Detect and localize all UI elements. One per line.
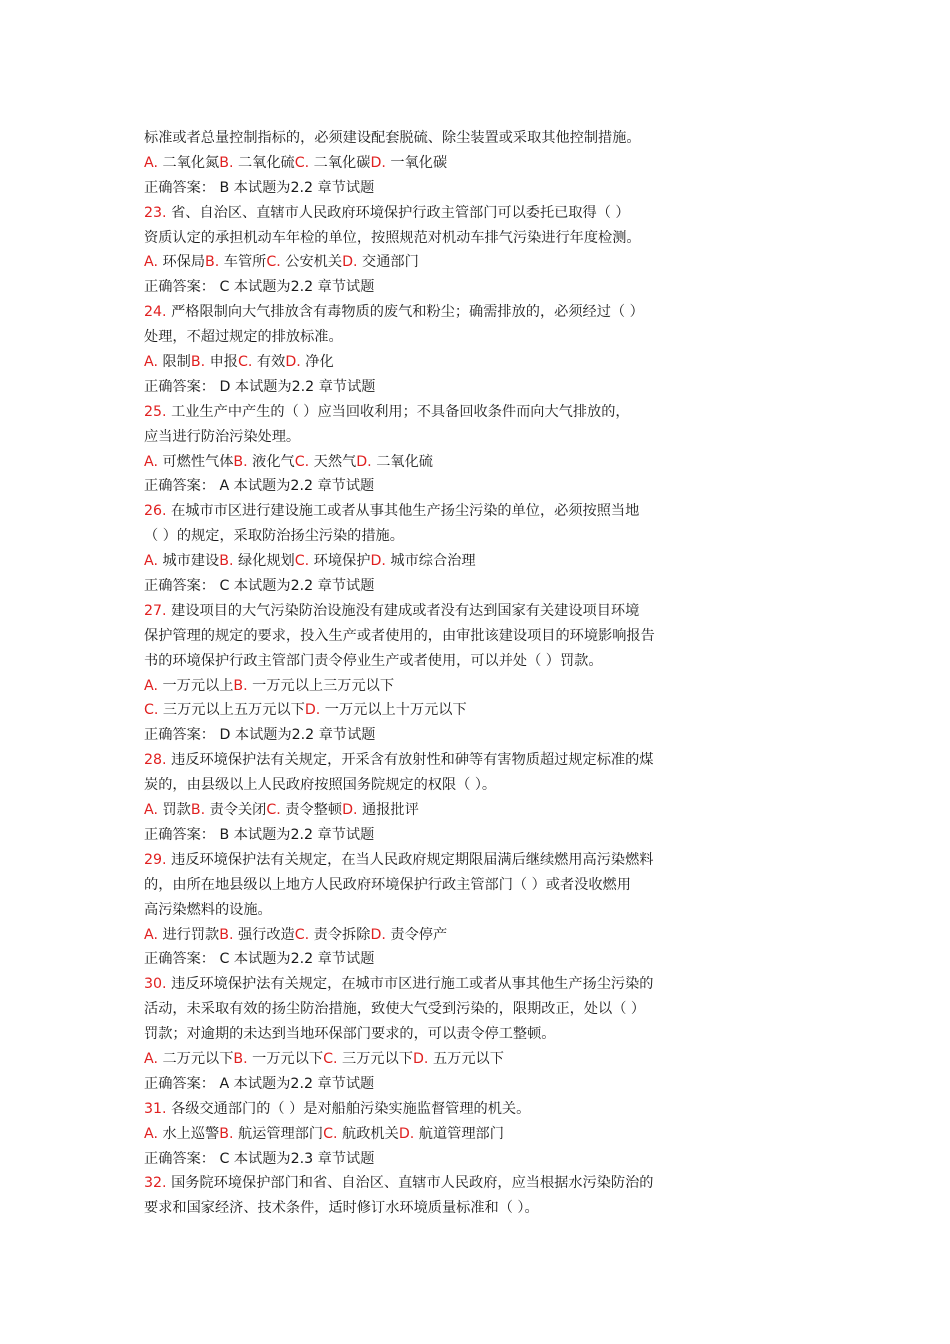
question-text: 各级交通部门的（ ）是对船舶污染实施监督管理的机关。: [166, 1100, 531, 1117]
text-line: 保护管理的规定的要求，投入生产或者使用的，由审批该建设项目的环境影响报告: [144, 627, 655, 644]
option-text: 一万元以上: [157, 677, 234, 694]
option-letter: D.: [398, 1125, 415, 1142]
question-text: 建设项目的大气污染防治设施没有建成或者没有达到国家有关建设项目环境: [166, 602, 640, 619]
option-text: 三万元以上五万元以下: [158, 702, 305, 719]
question-text: 违反环境保护法有关规定，开采含有放射性和砷等有害物质超过规定标准的煤: [166, 752, 654, 769]
option-letter: B.: [219, 553, 234, 570]
option-text: 责令整顿: [280, 802, 343, 819]
question-number: 30.: [144, 976, 167, 993]
option-letter: B.: [233, 1050, 248, 1067]
question-text: 违反环境保护法有关规定，在当人民政府规定期限届满后继续燃用高污染燃料: [166, 851, 654, 868]
option-letter: C.: [238, 354, 253, 371]
option-letter: C.: [323, 1125, 338, 1142]
question-line: [144, 748, 744, 773]
question-line: [144, 848, 744, 873]
text-line: 正确答案： D 本试题为2.2 章节试题: [144, 378, 376, 395]
option-letter: C.: [294, 154, 310, 171]
document-page: [144, 126, 744, 1221]
option-letter: D.: [370, 926, 386, 943]
options-line: [144, 350, 744, 375]
option-letter: C.: [294, 926, 310, 943]
text-line: 正确答案： B 本试题为2.2 章节试题: [144, 179, 375, 196]
options-line: [144, 1047, 744, 1072]
question-number: 29.: [144, 851, 167, 868]
options-line: [144, 450, 744, 475]
option-text: 二氧化硫: [233, 154, 295, 171]
option-text: 一万元以下: [247, 1050, 324, 1067]
option-text: 责令拆除: [309, 926, 371, 943]
option-letter: A.: [144, 802, 158, 819]
option-text: 罚款: [157, 802, 191, 819]
question-line: [144, 201, 744, 226]
option-text: 可燃性气体: [157, 453, 234, 470]
option-text: 城市综合治理: [385, 553, 476, 570]
options-line: [144, 250, 744, 275]
option-text: 环境保护: [309, 553, 371, 570]
option-letter: B.: [219, 1125, 234, 1142]
option-text: 车管所: [219, 254, 267, 271]
option-text: 水上巡警: [157, 1125, 220, 1142]
question-text: 严格限制向大气排放含有毒物质的废气和粉尘；确需排放的，必须经过（ ）: [166, 304, 644, 321]
option-text: 二氧化硫: [371, 453, 433, 470]
option-text: 有效: [252, 354, 286, 371]
text-line: 要求和国家经济、技术条件，适时修订水环境质量标准和（ ）。: [144, 1200, 539, 1217]
option-letter: D.: [370, 553, 386, 570]
text-line: 资质认定的承担机动车年检的单位，按照规范对机动车排气污染进行年度检测。: [144, 229, 641, 246]
question-line: [144, 1171, 744, 1196]
text-line: 处理，不超过规定的排放标准。: [144, 329, 343, 346]
option-letter: D.: [342, 802, 358, 819]
option-text: 强行改造: [233, 926, 295, 943]
options-line: [144, 674, 744, 699]
option-letter: C.: [266, 254, 281, 271]
option-letter: C.: [294, 553, 310, 570]
option-letter: A.: [144, 1050, 158, 1067]
option-letter: D.: [304, 702, 321, 719]
question-text: 省、自治区、直辖市人民政府环境保护行政主管部门可以委托已取得（ ）: [166, 204, 630, 221]
option-text: 城市建设: [157, 553, 220, 570]
option-letter: B.: [205, 254, 220, 271]
question-line: [144, 300, 744, 325]
option-text: 限制: [157, 354, 191, 371]
question-line: [144, 499, 744, 524]
option-text: 液化气: [247, 453, 295, 470]
option-letter: B.: [233, 453, 248, 470]
option-letter: A.: [144, 553, 158, 570]
question-number: 27.: [144, 602, 167, 619]
options-line: [144, 923, 744, 948]
text-line: 罚款；对逾期的未达到当地环保部门要求的，可以责令停工整顿。: [144, 1026, 556, 1043]
question-number: 23.: [144, 204, 167, 221]
option-letter: A.: [144, 354, 158, 371]
text-line: 炭的，由县级以上人民政府按照国务院规定的权限（ ）。: [144, 777, 497, 794]
question-number: 32.: [144, 1175, 167, 1192]
question-text: 国务院环境保护部门和省、自治区、直辖市人民政府，应当根据水污染防治的: [166, 1175, 654, 1192]
option-text: 绿化规划: [233, 553, 295, 570]
options-line: [144, 151, 744, 176]
option-letter: D.: [413, 1050, 429, 1067]
option-letter: B.: [190, 802, 206, 819]
option-text: 二氧化氮: [157, 154, 220, 171]
question-number: 25.: [144, 403, 167, 420]
option-text: 天然气: [309, 453, 357, 470]
option-letter: B.: [233, 677, 248, 694]
option-text: 净化: [300, 354, 334, 371]
text-line: 正确答案： A 本试题为2.2 章节试题: [144, 478, 375, 495]
option-letter: A.: [144, 154, 158, 171]
option-letter: D.: [285, 354, 301, 371]
question-number: 26.: [144, 503, 167, 520]
option-text: 通报批评: [357, 802, 419, 819]
option-letter: D.: [356, 453, 372, 470]
text-line: 标准或者总量控制指标的，必须建设配套脱硫、除尘装置或采取其他控制措施。: [144, 130, 641, 146]
text-line: 书的环境保护行政主管部门责令停业生产或者使用，可以并处（ ）罚款。: [144, 652, 603, 669]
option-letter: C.: [294, 453, 310, 470]
option-text: 三万元以下: [337, 1050, 413, 1067]
option-text: 二氧化碳: [309, 154, 371, 171]
option-letter: C.: [323, 1050, 338, 1067]
question-text: 在城市市区进行建设施工或者从事其他生产扬尘污染的单位，必须按照当地: [166, 503, 640, 520]
question-line: [144, 1097, 744, 1122]
option-letter: D.: [370, 154, 386, 171]
text-line: 的，由所在地县级以上地方人民政府环境保护行政主管部门（ ）或者没收燃用: [144, 876, 631, 893]
question-line: [144, 400, 744, 425]
option-text: 航运管理部门: [233, 1125, 324, 1142]
question-number: 31.: [144, 1100, 167, 1117]
option-text: 航政机关: [337, 1125, 399, 1142]
question-text: 违反环境保护法有关规定，在城市市区进行施工或者从事其他生产扬尘污染的: [166, 976, 654, 993]
text-line: 正确答案： C 本试题为2.2 章节试题: [144, 951, 375, 968]
option-text: 五万元以下: [428, 1050, 504, 1067]
option-text: 一万元以上十万元以下: [320, 702, 467, 719]
question-line: [144, 599, 744, 624]
option-letter: C.: [144, 702, 159, 719]
option-text: 一氧化碳: [385, 154, 448, 171]
option-text: 一万元以上三万元以下: [247, 677, 395, 694]
options-line: [144, 1122, 744, 1147]
text-line: 正确答案： C 本试题为2.2 章节试题: [144, 279, 375, 296]
text-line: 应当进行防治污染处理。: [144, 428, 301, 445]
text-line: 正确答案： D 本试题为2.2 章节试题: [144, 727, 376, 744]
option-letter: A.: [144, 254, 158, 271]
option-text: 环保局: [157, 254, 206, 271]
text-line: 正确答案： A 本试题为2.2 章节试题: [144, 1075, 375, 1092]
question-number: 24.: [144, 304, 167, 321]
option-letter: A.: [144, 677, 158, 694]
option-letter: A.: [144, 453, 158, 470]
text-line: （ ）的规定，采取防治扬尘污染的措施。: [144, 528, 404, 545]
options-line: [144, 698, 744, 723]
text-line: 高污染燃料的设施。: [144, 901, 272, 918]
options-line: [144, 549, 744, 574]
text-line: 正确答案： C 本试题为2.3 章节试题: [144, 1150, 375, 1167]
options-line: [144, 798, 744, 823]
option-text: 交通部门: [357, 254, 419, 271]
option-text: 二万元以下: [157, 1050, 234, 1067]
option-letter: A.: [144, 1125, 158, 1142]
text-line: 正确答案： B 本试题为2.2 章节试题: [144, 826, 375, 843]
option-text: 责令停产: [385, 926, 448, 943]
option-letter: C.: [266, 802, 281, 819]
option-letter: B.: [190, 354, 206, 371]
text-line: 活动，未采取有效的扬尘防治措施，致使大气受到污染的，限期改正，处以（ ）: [144, 1001, 646, 1018]
text-line: 正确答案： C 本试题为2.2 章节试题: [144, 578, 375, 595]
option-letter: D.: [342, 254, 358, 271]
option-text: 责令关闭: [205, 802, 267, 819]
option-letter: B.: [219, 154, 234, 171]
option-letter: A.: [144, 926, 158, 943]
question-text: 工业生产中产生的（ ）应当回收利用；不具备回收条件而向大气排放的，: [166, 403, 630, 420]
question-line: [144, 972, 744, 997]
question-number: 28.: [144, 752, 167, 769]
option-text: 航道管理部门: [414, 1125, 504, 1142]
option-letter: B.: [219, 926, 234, 943]
option-text: 公安机关: [280, 254, 343, 271]
option-text: 申报: [205, 354, 238, 371]
option-text: 进行罚款: [157, 926, 220, 943]
